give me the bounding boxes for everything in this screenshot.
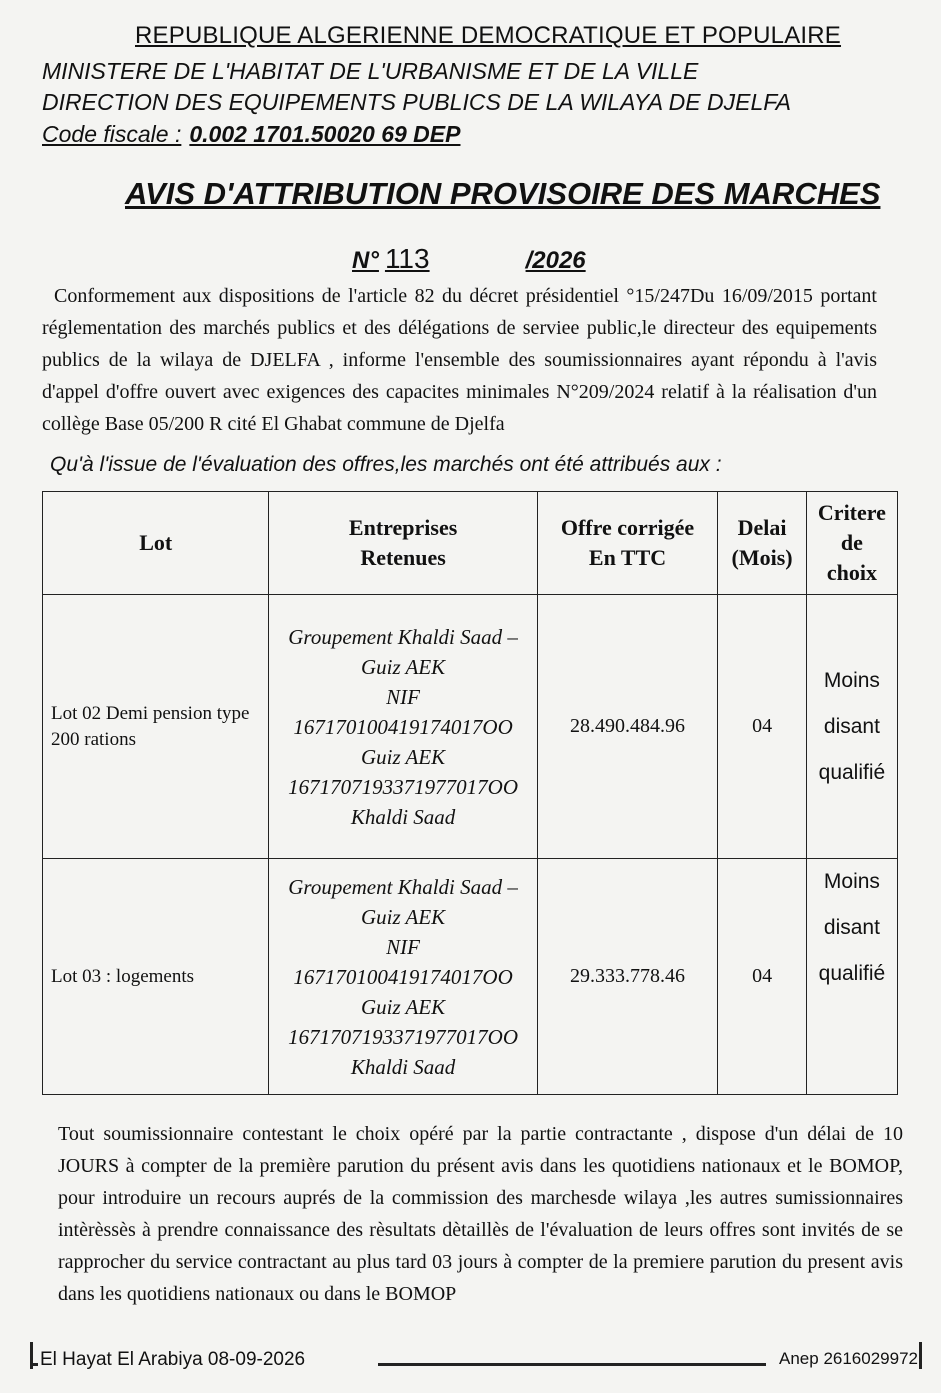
companies-cell — [269, 859, 537, 1095]
header-criteria-line1: Critere — [817, 500, 886, 525]
fiscal-code-line — [42, 121, 460, 148]
criteria-line: disant — [823, 714, 880, 738]
awards-table — [42, 491, 898, 1095]
header-companies-line1: Entreprises — [348, 515, 458, 540]
lot-cell — [43, 859, 269, 1095]
footer-reference: Anep 2616029972 — [779, 1349, 918, 1368]
fiscal-code-label: Code fiscale : — [42, 121, 182, 147]
criteria-line: qualifié — [818, 962, 886, 985]
notice-number — [352, 243, 586, 275]
notice-title: AVIS D'ATTRIBUTION PROVISOIRE DES MARCHES — [125, 176, 881, 211]
company-line: 167170100419174017OO — [293, 964, 513, 989]
lot-name-line1: Lot 02 Demi pension type — [51, 702, 250, 724]
lot-name-line2: 200 rations — [51, 728, 136, 750]
company-line: 1671707193371977017OO — [288, 1024, 519, 1049]
intro-paragraph: Conformement aux dispositions de l'article 82 du décret présidentiel °15/247Du 16/09/2015 portant réglementation des marchés publics et des délégations de serviee public,le directeur des equipements publics de la wilaya de DJELFA , informe l'ensemble des soumissionnaires ayant répondu à l'avis d'appel d'offre ouvert avec exigences des capacites minimales N°209/2024 relatif à la réalisation d'un collège Base 05/200 R cité El Ghabat commune de Djelfa — [42, 285, 877, 435]
table-row — [43, 595, 898, 859]
direction-line: DIRECTION DES EQUIPEMENTS PUBLICS DE LA WILAYA DE DJELFA — [42, 89, 791, 115]
header-companies — [269, 492, 537, 595]
criteria-cell — [806, 859, 897, 1095]
handwritten-number: 113 — [384, 243, 430, 274]
footer-rule — [30, 1363, 38, 1366]
fiscal-code-value: 0.002 1701.50020 69 DEP — [189, 121, 461, 147]
number-year: /2026 — [525, 247, 586, 274]
table-row — [43, 859, 898, 1095]
header-offer-line1: Offre corrigée — [560, 515, 695, 540]
offer-cell: 28.490.484.96 — [537, 595, 718, 859]
header-delay-line2: (Mois) — [731, 545, 793, 570]
header-criteria — [806, 492, 897, 595]
criteria-line: qualifié — [818, 760, 886, 784]
header-lot: Lot — [43, 492, 269, 595]
issue-line: Qu'à l'issue de l'évaluation des offres,les marchés ont été attribués aux : — [50, 453, 722, 476]
offer-cell: 29.333.778.46 — [537, 859, 718, 1095]
criteria-line: Moins — [823, 870, 880, 893]
closing-paragraph: Tout soumissionnaire contestant le choix opéré par la partie contractante , dispose d'un délai de 10 JOURS à compter de la première parution du présent avis dans les quotidiens nationaux et le BOMOP, pour introduire un recours auprés de la commission des marchesde wilaya ,les autres sumissionnaires intèrèssès à prendre connaissance des rèsultats dètaillès de l'évaluation de leurs offres sont invités de se rapprocher du service contractant au plus tard 03 jours à compter de la premiere parution du present avis dans les quotidiens nationaux ou dans le BOMOP — [58, 1123, 903, 1305]
delay-cell: 04 — [718, 595, 807, 859]
header-delay — [718, 492, 807, 595]
criteria-line: disant — [823, 916, 880, 939]
companies-cell — [269, 595, 537, 859]
number-prefix: N° — [352, 247, 379, 274]
company-line: NIF — [386, 934, 420, 959]
lot-cell — [43, 595, 269, 859]
footer-source: El Hayat El Arabiya 08-09-2026 — [40, 1349, 306, 1370]
footer-rule — [378, 1363, 766, 1366]
criteria-cell — [806, 595, 897, 859]
company-line: Groupement Khaldi Saad – — [288, 624, 518, 649]
header-criteria-line2: de — [840, 530, 863, 555]
company-line: Guiz AEK — [360, 904, 446, 929]
ministry-line: MINISTERE DE L'HABITAT DE L'URBANISME ET DE LA VILLE — [42, 58, 699, 84]
company-line: NIF — [386, 684, 420, 709]
company-line: Guiz AEK — [360, 744, 446, 769]
company-line: Khaldi Saad — [350, 804, 456, 829]
company-line: Guiz AEK — [360, 994, 446, 1019]
table-header-row — [43, 492, 898, 595]
header-offer — [537, 492, 718, 595]
footer — [30, 1349, 922, 1373]
criteria-line: Moins — [823, 668, 880, 692]
company-line: Khaldi Saad — [350, 1054, 456, 1079]
company-line: Groupement Khaldi Saad – — [288, 874, 518, 899]
header-companies-line2: Retenues — [360, 545, 446, 570]
company-line: 1671707193371977017OO — [288, 774, 519, 799]
header-offer-line2: En TTC — [588, 545, 667, 570]
header-criteria-line3: choix — [826, 560, 877, 585]
company-line: Guiz AEK — [360, 654, 446, 679]
header-delay-line1: Delai — [737, 515, 787, 540]
lot-name-line1: Lot 03 : logements — [51, 965, 195, 987]
delay-cell: 04 — [718, 859, 807, 1095]
company-line: 167170100419174017OO — [293, 714, 513, 739]
republic-heading: REPUBLIQUE ALGERIENNE DEMOCRATIQUE ET POPULAIRE — [135, 22, 842, 49]
